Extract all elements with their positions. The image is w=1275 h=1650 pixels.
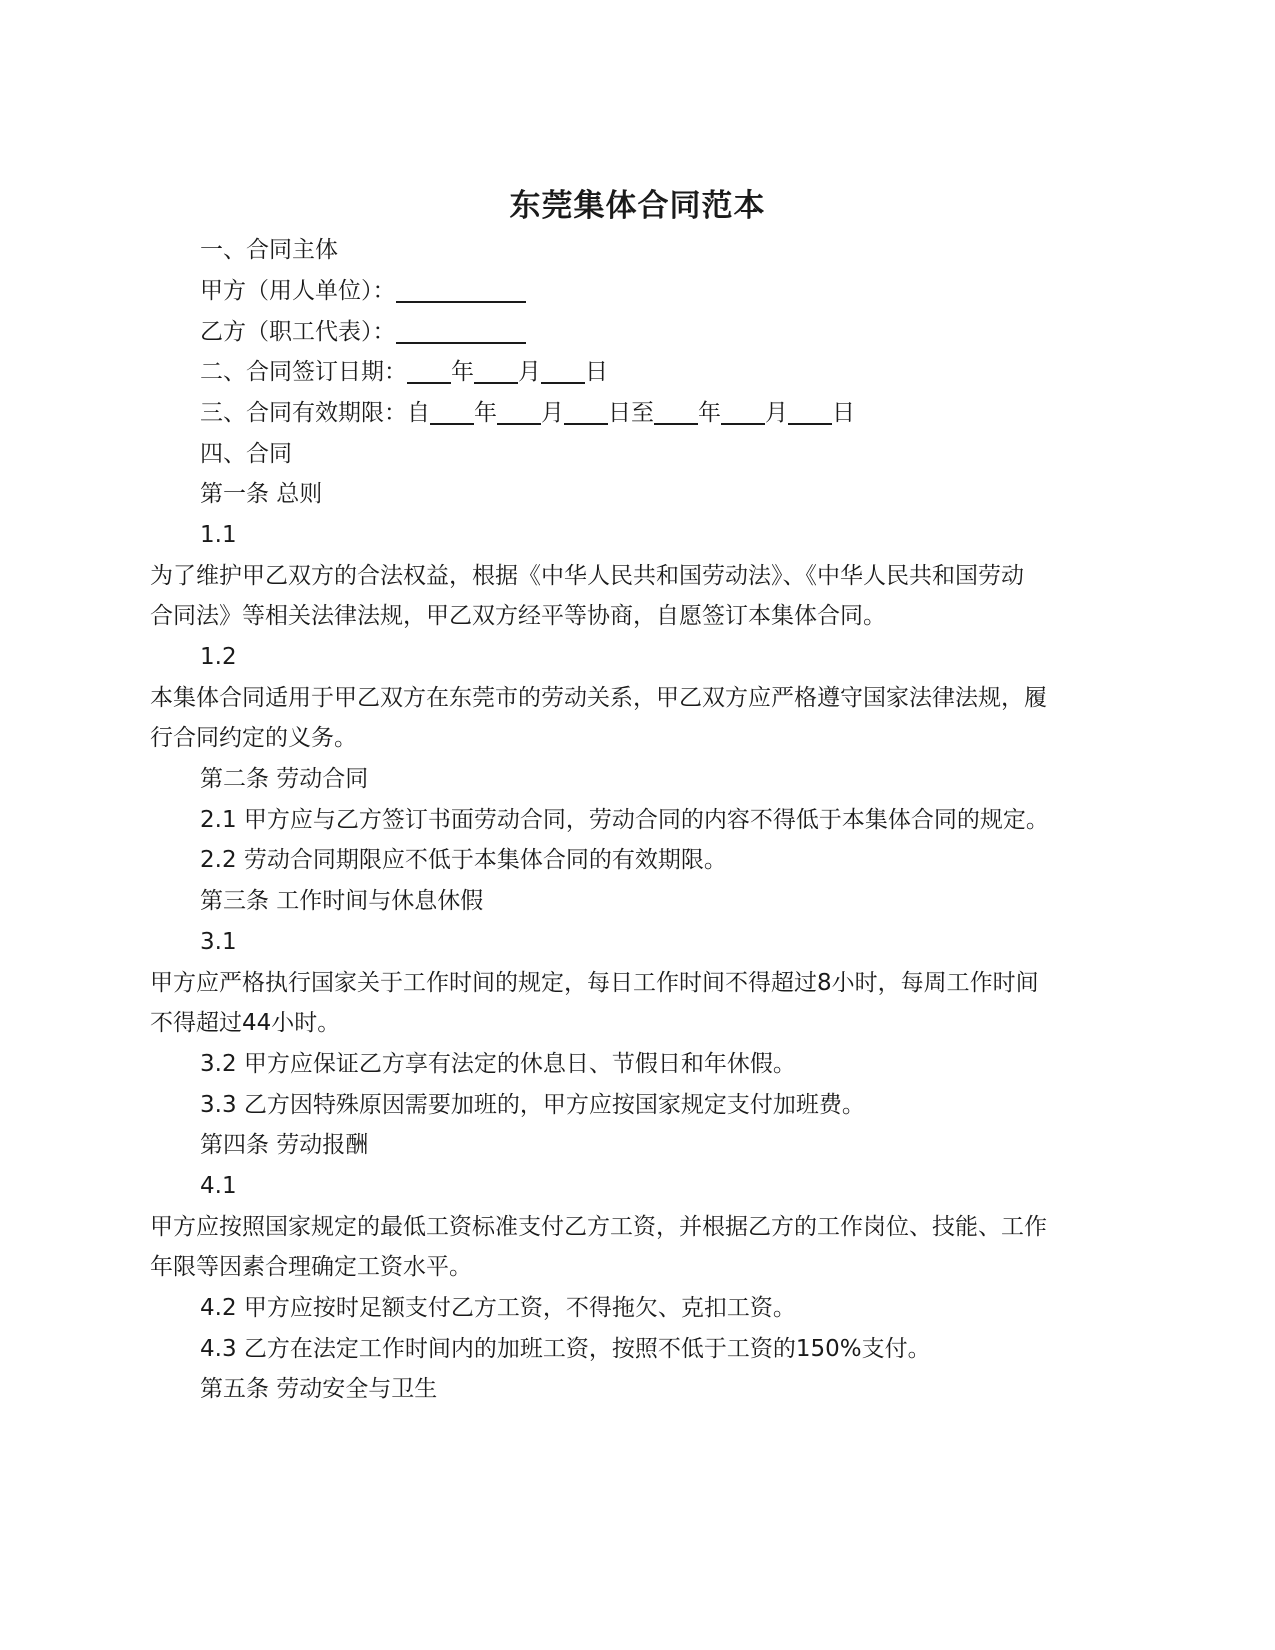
clause-line: 2.1 甲方应与乙方签订书面劳动合同，劳动合同的内容不得低于本集体合同的规定。 (200, 807, 1049, 833)
day-to-char: 日至 (608, 400, 654, 426)
month-char: 月 (518, 359, 541, 385)
sign-date-line (200, 351, 1150, 393)
paragraph-line: 为了维护甲乙双方的合法权益，根据《中华人民共和国劳动法》、《中华人民共和国劳动 (150, 563, 1024, 589)
paragraph-line: 年限等因素合理确定工资水平。 (150, 1254, 472, 1280)
month-char: 月 (541, 400, 564, 426)
document-title: 东莞集体合同范本 (509, 188, 766, 224)
paragraph-line: 行合同约定的义务。 (150, 725, 357, 751)
clause-number: 1.1 (200, 522, 237, 548)
paragraph-line: 本集体合同适用于甲乙双方在东莞市的劳动关系，甲乙双方应严格遵守国家法律法规，履 (150, 685, 1047, 711)
clause-line: 4.2 甲方应按时足额支付乙方工资，不得拖欠、克扣工资。 (200, 1295, 796, 1321)
blank-start-year (430, 397, 474, 425)
clause-number: 4.1 (200, 1173, 237, 1199)
party-b-label: 乙方（职工代表）： (200, 319, 396, 345)
blank-start-day (564, 397, 608, 425)
paragraph-line: 合同法》等相关法律法规，甲乙双方经平等协商，自愿签订本集体合同。 (150, 603, 886, 629)
clause-line: 3.2 甲方应保证乙方享有法定的休息日、节假日和年休假。 (200, 1051, 796, 1077)
article-heading: 第二条 劳动合同 (200, 766, 369, 792)
party-a-blank (396, 275, 526, 303)
sign-date-label: 二、合同签订日期： (200, 359, 407, 385)
blank-end-day (788, 397, 832, 425)
article-heading: 第五条 劳动安全与卫生 (200, 1376, 438, 1402)
blank-day (541, 356, 585, 384)
paragraph-line: 不得超过44小时。 (150, 1010, 341, 1036)
paragraph-line: 甲方应严格执行国家关于工作时间的规定，每日工作时间不得超过8小时，每周工作时间 (150, 970, 1039, 996)
paragraph-line: 甲方应按照国家规定的最低工资标准支付乙方工资，并根据乙方的工作岗位、技能、工作 (150, 1214, 1047, 1240)
article-heading: 第三条 工作时间与休息休假 (200, 888, 484, 914)
party-a-label: 甲方（用人单位）： (200, 278, 396, 304)
year-char: 年 (698, 400, 721, 426)
section-heading: 一、合同主体 (200, 237, 338, 263)
party-a-line (200, 270, 1150, 312)
blank-year (407, 356, 451, 384)
term-line (200, 392, 1150, 434)
clause-line: 4.3 乙方在法定工作时间内的加班工资，按照不低于工资的150%支付。 (200, 1336, 931, 1362)
clause-line: 3.3 乙方因特殊原因需要加班的，甲方应按国家规定支付加班费。 (200, 1092, 865, 1118)
clause-line: 2.2 劳动合同期限应不低于本集体合同的有效期限。 (200, 847, 727, 873)
clause-number: 3.1 (200, 929, 237, 955)
blank-end-month (721, 397, 765, 425)
year-char: 年 (474, 400, 497, 426)
article-heading: 第一条 总则 (200, 481, 323, 507)
term-label: 三、合同有效期限：自 (200, 400, 430, 426)
month-char: 月 (765, 400, 788, 426)
blank-month (474, 356, 518, 384)
blank-start-month (497, 397, 541, 425)
year-char: 年 (451, 359, 474, 385)
clause-number: 1.2 (200, 644, 237, 670)
day-char: 日 (585, 359, 608, 385)
article-heading: 第四条 劳动报酬 (200, 1132, 369, 1158)
blank-end-year (654, 397, 698, 425)
day-char: 日 (832, 400, 855, 426)
party-b-blank (396, 316, 526, 344)
section-heading: 四、合同 (200, 441, 292, 467)
party-b-line (200, 311, 1150, 353)
